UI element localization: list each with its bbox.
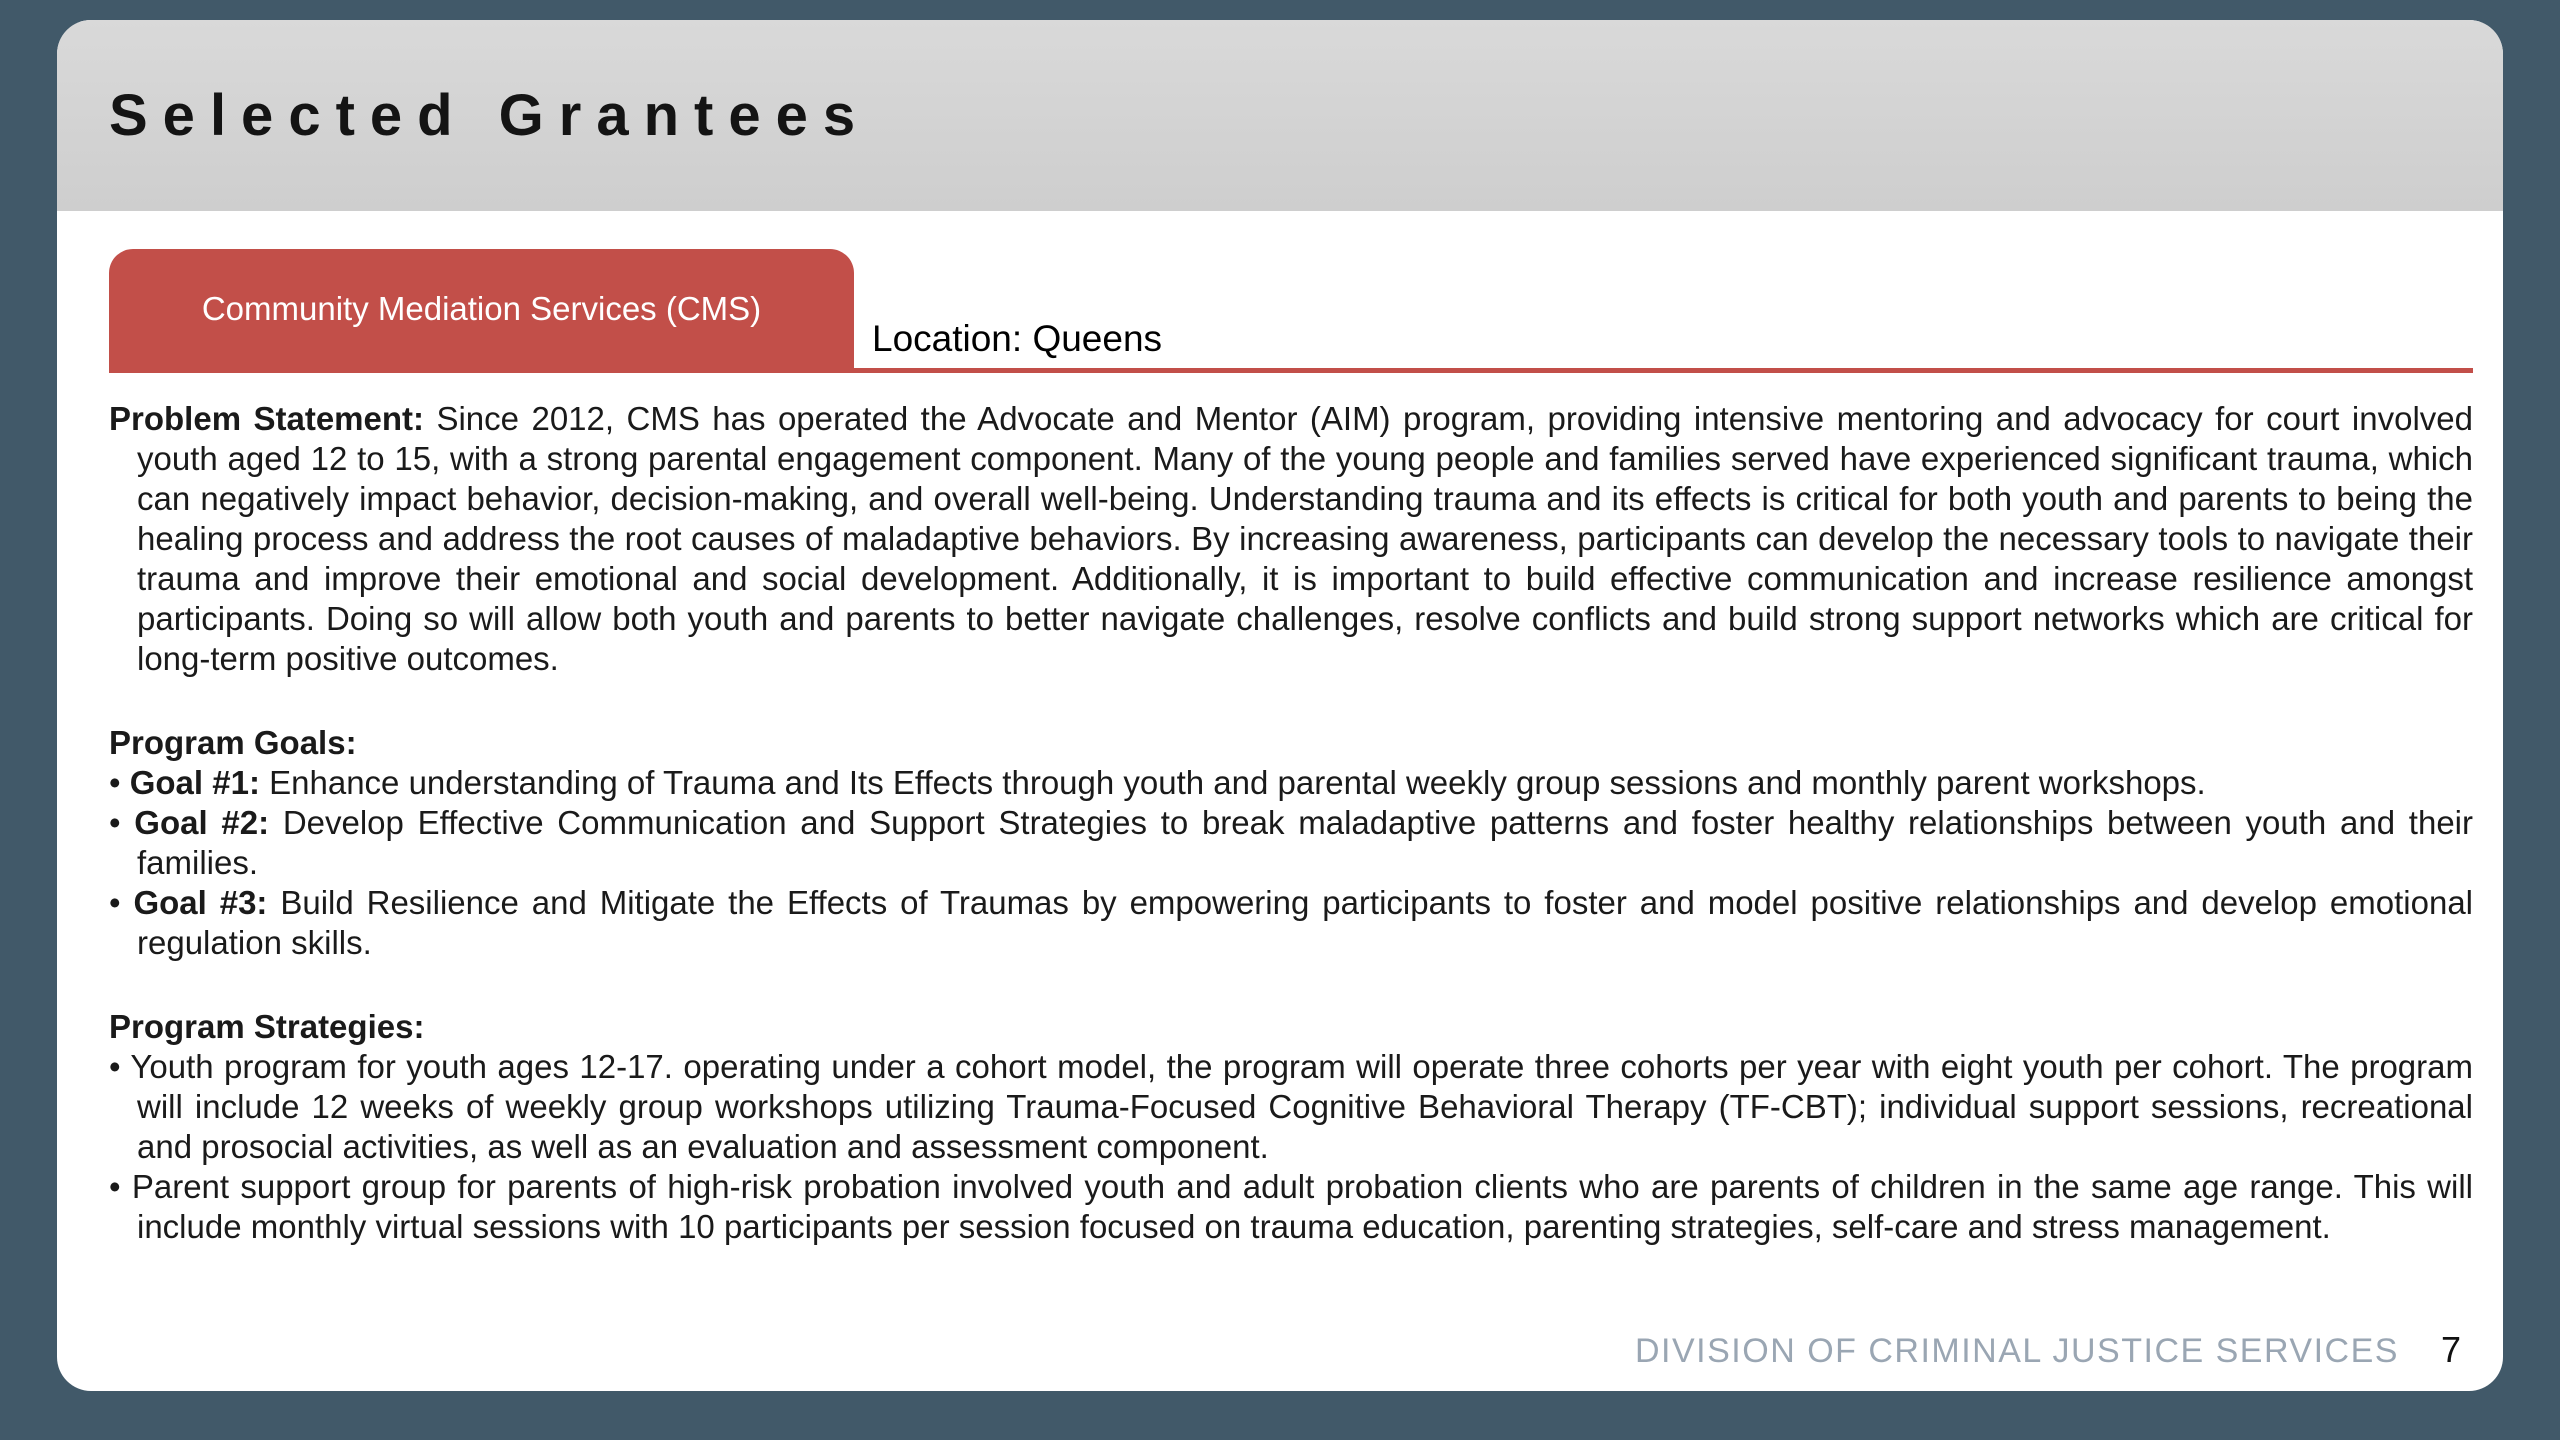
slide-footer [109,1329,2473,1391]
goal-item-3 [109,883,2473,963]
bullet-icon: • [109,804,121,841]
goal-3-label: Goal #3: [133,884,268,921]
slide-body [109,399,2473,1247]
goal-item-2 [109,803,2473,883]
bullet-icon: • [109,884,121,921]
bullet-icon: • [109,1048,121,1085]
bullet-icon: • [109,764,121,801]
program-goals-heading: Program Goals: [109,724,357,761]
header-band [57,20,2503,211]
goal-1-label: Goal #1: [129,764,260,801]
page-title: Selected Grantees [109,83,871,148]
goal-2-text: Develop Effective Communication and Support Strategies to break maladaptive patterns and foster healthy relationships between youth and their families. [137,804,2473,881]
strategy-1-text: Youth program for youth ages 12-17. operating under a cohort model, the program will operate three cohorts per year with eight youth per cohort. The program will include 12 weeks of weekly group workshops utilizing Trauma-Focused Cognitive Behavioral Therapy (TF-CBT); individual support sessions, recreational and prosocial activities, as well as an evaluation and assessment component. [130,1048,2473,1165]
goal-3-text: Build Resilience and Mitigate the Effects of Traumas by empowering participants to foster and model positive relationships and develop emotional regulation skills. [137,884,2474,961]
red-divider [109,368,2473,373]
goal-2-label: Goal #2: [134,804,270,841]
problem-statement-label: Problem Statement: [109,400,425,437]
strategy-item-1 [109,1047,2473,1167]
goal-item-1 [109,763,2473,803]
footer-org-name: DIVISION OF CRIMINAL JUSTICE SERVICES [1635,1332,2399,1370]
strategy-item-2 [109,1167,2473,1247]
page-number: 7 [2440,1329,2461,1370]
problem-statement-text: Since 2012, CMS has operated the Advocate and Mentor (AIM) program, providing intensive mentoring and advocacy for court involved youth aged 12 to 15, with a strong parental engagement component. Many of the young people and families served have experienced significant trauma, which can negatively impact behavior, decision-making, and overall well-being. Understanding trauma and its effects is critical for both youth and parents to being the healing process and address the root causes of maladaptive behaviors. By increasing awareness, participants can develop the necessary tools to navigate their trauma and improve their emotional and social development. Additionally, it is important to build effective communication and increase resilience amongst participants. Doing so will allow both youth and parents to better navigate challenges, resolve conflicts and build strong support networks which are critical for long-term positive outcomes. [137,400,2473,677]
grantee-tab-row [109,249,2473,368]
strategy-2-text: Parent support group for parents of high-risk probation involved youth and adult probation clients who are parents of children in the same age range. This will include monthly virtual sessions with 10 participants per session focused on trauma education, parenting strategies, self-care and stress management. [131,1168,2474,1245]
slide-content [57,211,2503,1391]
location-text: Location: Queens [872,318,1163,359]
slide-card [57,20,2503,1391]
problem-statement-paragraph [109,399,2473,679]
program-strategies-heading: Program Strategies: [109,1008,425,1045]
grantee-tab [109,249,854,368]
grantee-tab-label: Community Mediation Services (CMS) [201,289,762,327]
bullet-icon: • [109,1168,121,1205]
goal-1-text: Enhance understanding of Trauma and Its Effects through youth and parental weekly group sessions and monthly parent workshops. [269,764,2206,801]
